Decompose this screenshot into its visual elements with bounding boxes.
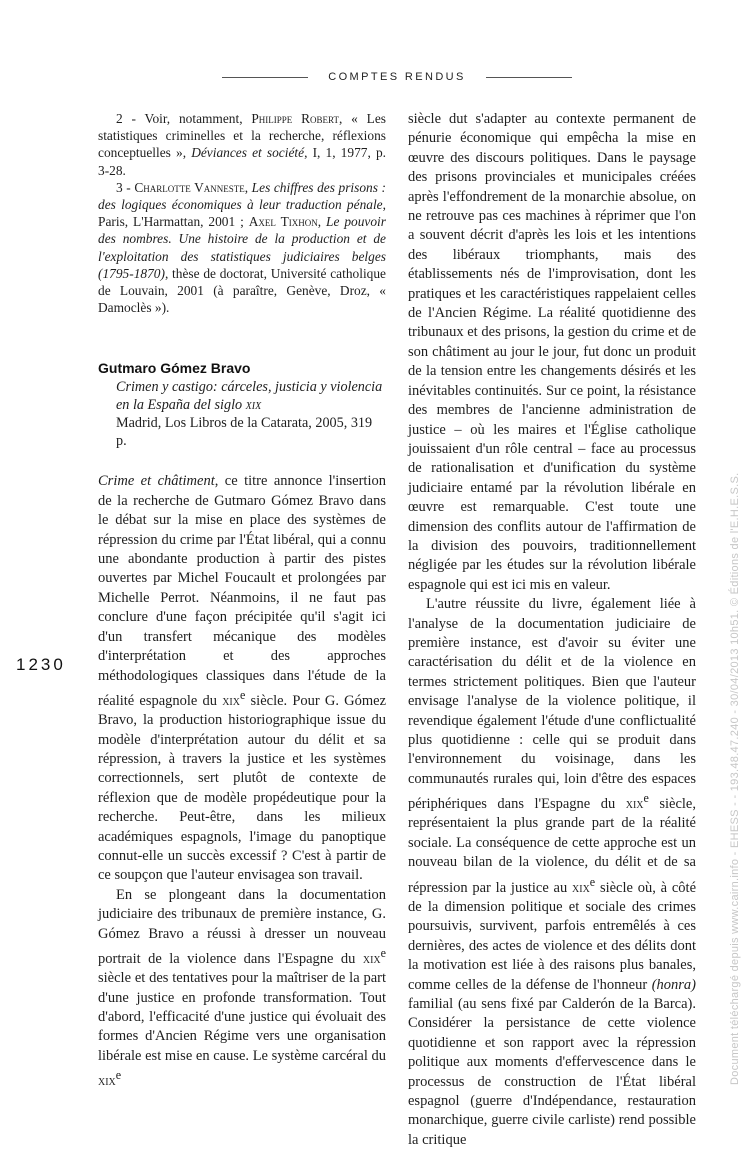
header-rule-left (222, 77, 308, 78)
left-column (98, 110, 386, 1092)
review-paragraph-1: Crime et châtiment, ce titre annonce l'insertion de la recherche de Gutmaro Gómez Bravo dans le débat sur la mise en place des systèmes de répression du crime par l'État libéral, qui a connu une abondante production à partir des pistes ouvertes par Michel Foucault et prolongées par Michelle Perrot. Néanmoins, il ne faut pas conclure d'une façon précipitée qu'il s'agit ici d'un transfert mécanique des modèles d'interprétation et des approches méthodologiques classiques dans l'étude de la réalité espagnole du xix$^e$ siècle. Pour G. Gómez Bravo, la production historiographique issue du modèle d'interprétation autour du délit et sa répression, à travers la justice et les systèmes correctionnels, sert plutôt de contexte de réflexion que de modèle propédeutique pour la recherche. Peut-être, dans les milieux académiques espagnols, l'image du panoptique connut-elle un succès excessif ? C'est à partir de ce soupçon que l'auteur envisagea son travail. (98, 473, 387, 884)
work-title: Le pouvoir des nombres. Une histoire de la production et de l'exploitation des statistiques judiciaires belges (1795-1870) (98, 214, 386, 281)
work-title: Les chiffres des prisons : des logiques économiques à leur traduction pénale (98, 179, 386, 213)
note-author: Philippe Robert (251, 111, 340, 126)
note-author: Charlotte Vanneste (134, 179, 245, 195)
footnote-3: 3 - Charlotte Vanneste, Les chiffres des prisons : des logiques économiques à leur traduction pénale, Paris, L'Harmattan, 2001 ; Axel Tixhon, Le pouvoir des nombres. Une histoire de la production et de l'exploitation des statistiques judiciaires belges (1795-1870), thèse de doctorat, Université catholique de Louvain, 2001 (à paraître, Genève, Droz, « Damoclès »). (98, 179, 386, 316)
reviewed-author: Gutmaro Gómez Bravo (98, 360, 251, 377)
publication-info: Madrid, Los Libros de la Catarata, 2005, 319 p. (116, 415, 373, 450)
footnote-2: 2 - Voir, notamment, Philippe Robert, « Les statistiques criminelles et la recherche, réflexions conceptuelles », Déviances et société, I, 1, 1977, p. 3-28. (98, 111, 387, 178)
review-paragraph-2-continued: siècle dut s'adapter au contexte permanent de pénurie économique qui empêcha la mise en œuvre des discours politiques. Dans le paysage des prisons provinciales et municipales créées après l'effondrement de la monarchie absolue, on ne retrouve pas ces machines à réprimer que l'on a souvent décrit d'après les lois et les intentions des libéraux triomphants, mais des établissements nés de l'improvisation, dont les pratiques et les caractéristiques rappelaient celles de l'Ancien Régime. La réalité quotidienne des tribunaux et des prisons, la gestion du crime et de son châtiment au jour le jour, fut donc un produit de la tension entre les changements désirés et les inévitables continuités. Sur ce point, la résistance des membres de l'ancienne administration de justice – où les maires et l'Église catholique jouissaient d'un rôle central – face au processus de rationalisation et d'unification du système judiciaire entamé par la révolution libérale en œuvre est remarquable. C'est toute une dimension des conflits autour de l'affirmation de la division des pouvoirs, traditionnellement négligée par les études sur la révolution libérale espagnole qui est ici mis en valeur. (408, 111, 696, 593)
header-rule-right (486, 77, 572, 78)
page-number: 1230 (16, 655, 66, 674)
review-heading (98, 358, 386, 450)
section-title: COMPTES RENDUS (328, 71, 466, 83)
note-author: Axel Tixhon (248, 214, 318, 230)
review-paragraph-2: En se plongeant dans la documentation judiciaire des tribunaux de première instance, G. Gómez Bravo a réussi à dresser un nouveau portrait de la violence dans l'Espagne du xix$^e$ siècle et des tentatives pour la maîtriser de la part d'une justice en profonde transformation. Tout d'abord, l'efficacité d'une justice qui évoluait des formes d'Ancien Régime vers une organisation libérale est mise en cause. Le système carcéral du xix$^e$ (98, 886, 386, 1090)
reviewed-book-title: Crimen y castigo: cárceles, justicia y violencia en la España del siglo xix (116, 379, 383, 414)
running-header (222, 68, 572, 86)
download-watermark: Document téléchargé depuis www.cairn.info - EHESS - - 193.48.47.240 - 30/04/2013 10h51. © Éditions de l'E.H.E.S.S. (729, 472, 741, 1085)
journal-title: Déviances et société (191, 145, 305, 161)
review-paragraph-3: L'autre réussite du livre, également liée à l'analyse de la documentation judiciaire de première instance, est d'avoir su éviter une caractérisation du délit et de la violence en termes strictement politiques. Bien que l'auteur envisage l'analyse de la violence politique, il revendique également l'étude d'une conflictualité plus quotidienne : celle qui se produit dans l'environnement du voisinage, dans les communautés rurales qui, loin d'être des espaces périphériques dans l'Espagne du xix$^e$ siècle, représentaient la plus grande part de la réalité sociale. La conséquence de cette approche est un nouveau bilan de la violence, du délit et de sa répression par la justice au xix$^e$ siècle où, à côté de la dimension politique et sociale des crimes poursuivis, survivent, parfois entremêlés à ces dernières, des actes de violence et des délits dont la motivation est liée à des raisons plus banales, comme celles de la défense de l'honneur (honra) familial (au sens fixé par Calderón de la Barca). Considérer la persistance de cette violence quotidienne et son rapport avec la répression politique aux moments d'effervescence dans le processus de construction de l'État libéral espagnol (guerre d'Indépendance, restauration monarchique, guerre civile carliste) rend possible la critique (408, 596, 697, 1148)
right-column (408, 110, 696, 1150)
